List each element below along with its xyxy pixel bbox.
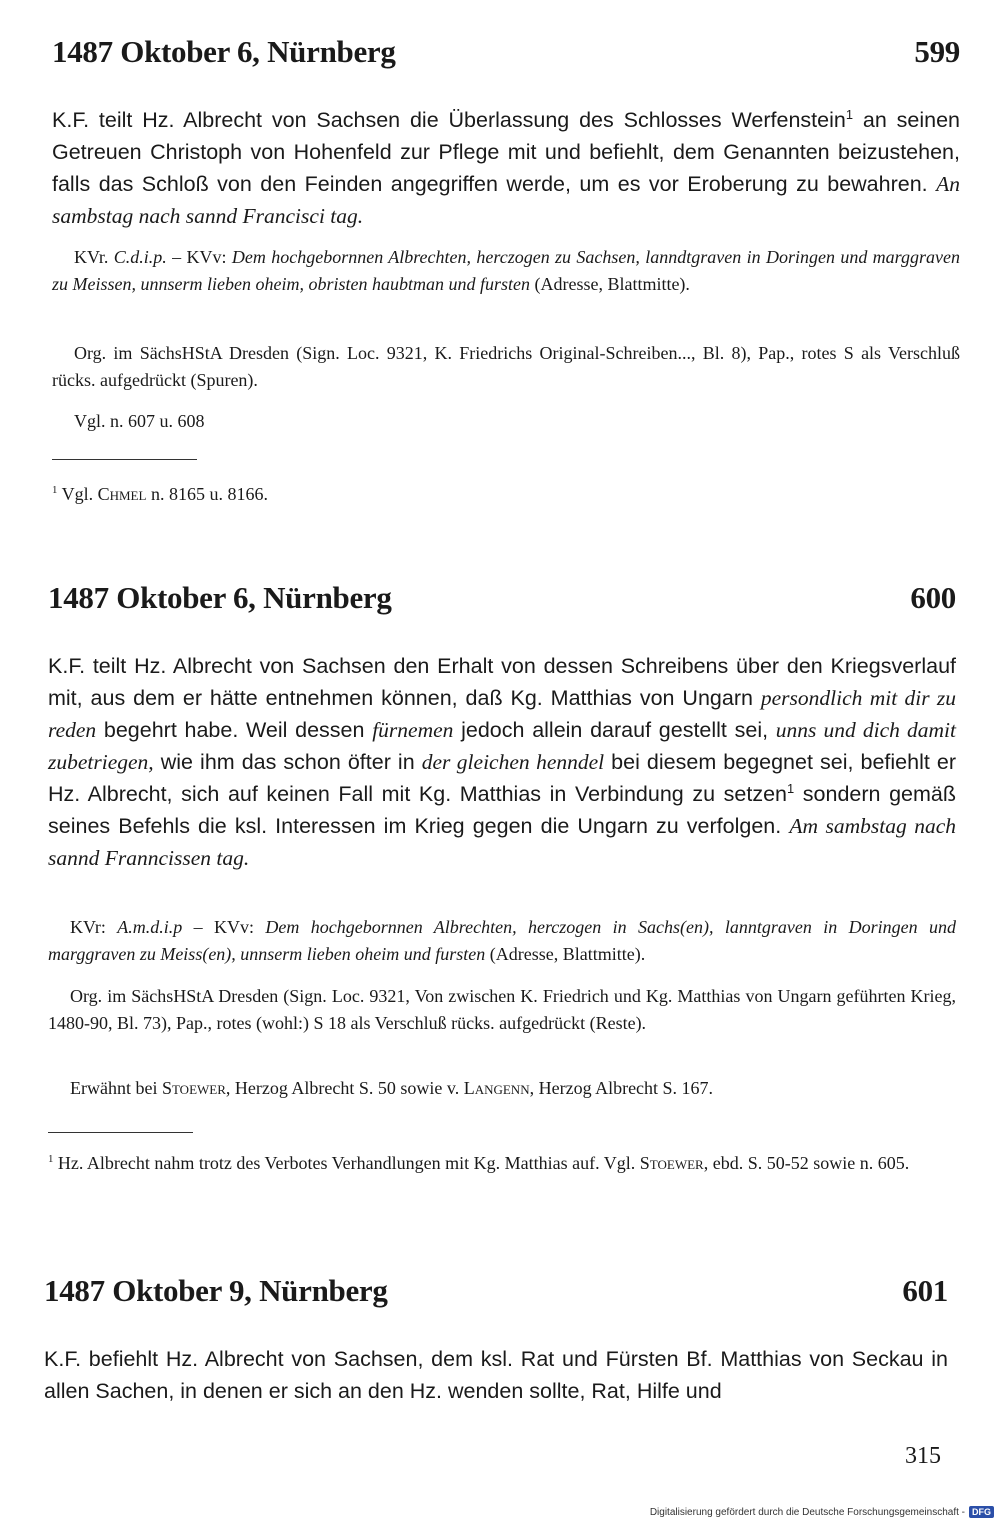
footnote-ref: 1 <box>845 106 853 122</box>
page-number: 315 <box>905 1443 941 1469</box>
date-formula: Am sambstag nach sannd Franncissen tag. <box>48 814 957 870</box>
source-note: Org. im SächsHStA Dresden (Sign. Loc. 9321, K. Friedrichs Original-Schreiben..., Bl. 8), Pap., rotes S als Verschluß rücks. aufgedrückt (Spuren). <box>52 343 960 390</box>
footnote-divider <box>48 1132 193 1133</box>
date-formula: An sambstag nach sannd Francisci tag. <box>52 172 960 228</box>
address-note: KVr. C.d.i.p. – KVv: Dem hochgebornnen Albrechten, herczogen zu Sachsen, lanndtgraven in Doringen und marggraven zu Meissen, unnserm lieben oheim, obristen haubtman und fursten (Adresse, Blattmitte). <box>52 247 960 294</box>
entry-599-header <box>52 34 960 74</box>
footnote: $^1$ Hz. Albrecht nahm trotz des Verbotes Verhandlungen mit Kg. Matthias auf. Vgl. Stoewer, ebd. S. 50-52 sowie n. 605. <box>48 1153 910 1173</box>
entry-heading: 1487 Oktober 9, Nürnberg <box>44 1273 388 1308</box>
entry-summary: K.F. teilt Hz. Albrecht von Sachsen den Erhalt von dessen Schreibens über den Kriegsverlauf mit, aus dem er hätte entnehmen können, daß Kg. Matthias von Ungarn persondlich mit dir zu reden begehrt habe. Weil dessen fürnemen jedoch allein darauf gestellt sei, unns und dich damit zubetriegen, wie ihm das schon öfter in der gleichen henndel bei diesem begegnet sei, befiehlt er Hz. Albrecht, sich auf keinen Fall mit Kg. Matthias in Verbindung zu setzen$^1$ sondern gemäß seines Befehls die ksl. Interessen im Krieg gegen die Ungarn zu verfolgen. Am sambstag nach sannd Franncissen tag. <box>48 654 957 870</box>
entry-number: 599 <box>914 34 960 69</box>
entry-number: 601 <box>902 1273 948 1308</box>
digitization-credit <box>650 1506 994 1518</box>
entry-heading: 1487 Oktober 6, Nürnberg <box>48 580 392 615</box>
source-note: Org. im SächsHStA Dresden (Sign. Loc. 9321, Von zwischen K. Friedrich und Kg. Matthias von Ungarn geführten Krieg, 1480-90, Bl. 73), Pap., rotes (wohl:) S 18 als Verschluß rücks. aufgedrückt (Reste). <box>48 986 956 1033</box>
footnote: $^1$ Vgl. Chmel n. 8165 u. 8166. <box>52 484 268 504</box>
entry-summary: K.F. teilt Hz. Albrecht von Sachsen die Überlassung des Schlosses Werfenstein$^1$ an seinen Getreuen Christoph von Hohenfeld zur Pflege mit und befiehlt, dem Genannten beizustehen, falls das Schloß von den Feinden angegriffen werde, um es vor Eroberung zu bewahren. An sambstag nach sannd Francisci tag. <box>52 106 961 228</box>
mention-note: Erwähnt bei Stoewer, Herzog Albrecht S. 50 sowie v. Langenn, Herzog Albrecht S. 167. <box>70 1078 714 1098</box>
footnote-divider <box>52 459 197 460</box>
entry-number: 600 <box>910 580 956 615</box>
address-note: KVr: A.m.d.i.p – KVv: Dem hochgebornnen Albrechten, herczogen in Sachs(en), lanntgraven in Doringen und marggraven zu Meiss(en), unnserm lieben oheim und fursten (Adresse, Blattmitte). <box>48 917 956 964</box>
credit-text: Digitalisierung gefördert durch die Deutsche Forschungsgemeinschaft - <box>649 1506 965 1518</box>
entry-601-header <box>44 1273 948 1313</box>
reference-note: Vgl. n. 607 u. 608 <box>74 411 205 431</box>
entry-600-header <box>48 580 956 620</box>
entry-summary: K.F. befiehlt Hz. Albrecht von Sachsen, dem ksl. Rat und Fürsten Bf. Matthias von Seckau in allen Sachen, in denen er sich an den Hz. wenden sollte, Rat, Hilfe und <box>44 1347 948 1403</box>
entry-heading: 1487 Oktober 6, Nürnberg <box>52 34 396 69</box>
dfg-logo: DFG <box>969 1506 994 1518</box>
footnote-ref: 1 <box>787 780 795 796</box>
